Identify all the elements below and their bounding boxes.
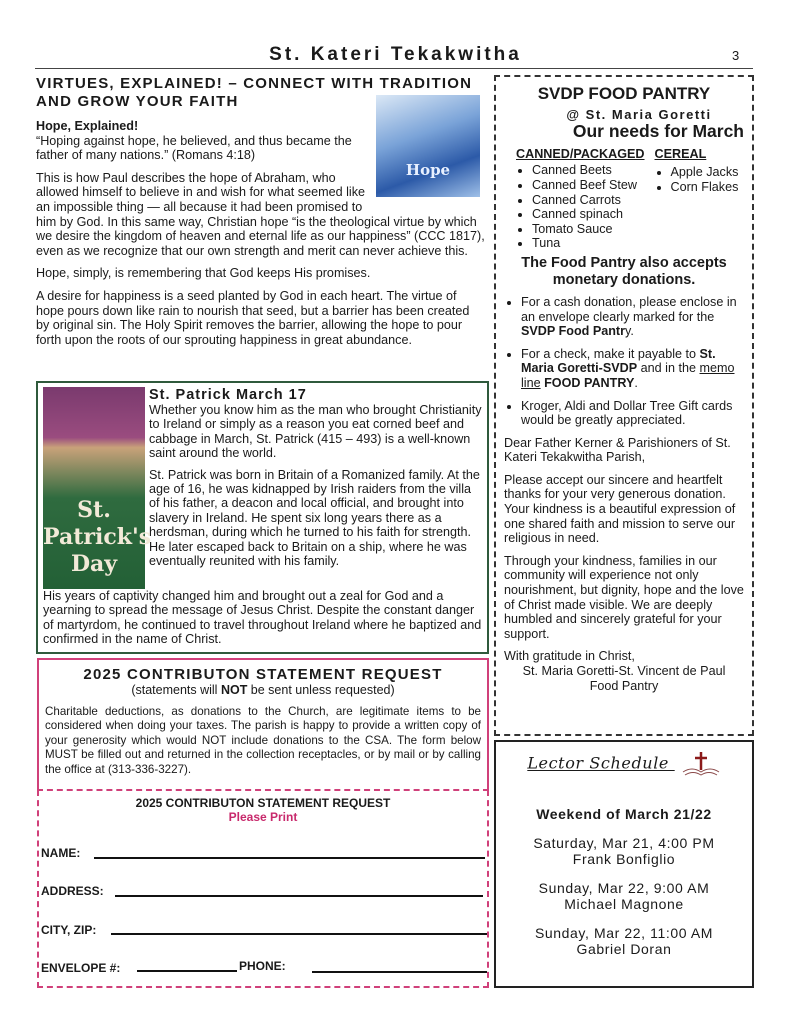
address-label: ADDRESS: [41,884,104,898]
lector-slot [496,925,752,957]
st-patrick-image [43,387,152,589]
st-patrick-image-label: St. Patrick's Day [43,497,152,577]
text: and in the [637,361,700,376]
cash-donation-item [521,295,744,339]
letter-signature: Food Pantry [589,678,659,693]
list-item: • Canned Beets [532,163,645,178]
contribution-note [45,683,481,697]
page-number: 3 [732,48,740,63]
note-text: be sent unless requested) [247,683,395,697]
letter-paragraph: Dear Father Kerner & Parishioners of St. Kateri Tekakwitha Parish, [504,435,731,465]
cereal-list [655,147,739,251]
cereal-header: CEREAL [654,146,707,161]
text: For a cash donation, please enclose in an envelope clearly marked for the [521,294,737,324]
lector-schedule-box [494,740,754,988]
contribution-title: 2025 CONTRIBUTON STATEMENT REQUEST [83,666,443,683]
contribution-form [37,790,489,988]
pantry-location: @ St. Maria Goretti [566,106,712,122]
note-text: (statements will [131,683,221,697]
virtues-title: VIRTUES, EXPLAINED! – CONNECT WITH TRADITION AND GROW YOUR FAITH [36,75,473,110]
list-item: • Canned spinach [532,207,645,222]
hope-image-label: Hope [405,161,451,179]
gift-card-item: • Kroger, Aldi and Dollar Tree Gift cards would be greatly appreciated. [521,399,744,428]
envelope-label: ENVELOPE #: [41,961,121,975]
list-item: • Tomato Sauce [532,222,645,237]
note-bold: NOT [220,683,248,697]
text: . [634,375,638,390]
hope-image [376,95,480,197]
lector-slot [496,880,752,912]
text-bold: SVDP Food Pantr [521,324,626,339]
contribution-body: Charitable deductions, as donations to the Church, are legitimate items to be considered when doing your taxes. The parish is happy to provide a written copy of your generosity which would NOT include donations to the CSA. The form below MUST be filled out and returned in the collection receptacles, or by mail or by calling the office at (313-336-3227). [45,705,481,776]
virtues-subtitle: Hope, Explained! [36,119,139,133]
letter-paragraph: Please accept our sincere and heartfelt thanks for your very generous donation. Your kindness is a beautiful expression of one shared faith and mission to serve our religious in need. [504,472,736,546]
city-zip-line[interactable] [111,933,487,935]
letter-signature: St. Maria Goretti-St. Vincent de Paul [522,664,726,678]
virtues-paragraph: A desire for happiness is a seed planted by God in each heart. The virtue of hope pours down like rain to nourish that seed, but a barrier has been created by original sin. The Holy Spirit removes the barrier, allowing the hope to pour forth upon the roots of our sprouting happiness in great abundance. [36,288,470,347]
form-title: 2025 CONTRIBUTON STATEMENT REQUEST [135,796,391,810]
phone-line[interactable] [312,971,487,973]
name-label: NAME: [41,846,81,860]
letter-paragraph: Through your kindness, families in our community will experience not only nourishment, but dignity, hope and the love of Christ made visible. We are deeply humbled and sincerely grateful for your support. [504,553,744,641]
st-patrick-box [36,381,489,654]
lector-weekend: Weekend of March 21/22 [536,806,712,822]
needs-title: Our needs for March [572,121,744,142]
letter-closing: With gratitude in Christ, [504,649,635,664]
header-divider [35,68,753,69]
slot-time: Saturday, Mar 21, 4:00 PM [533,835,715,851]
list-item: • Tuna [532,236,645,251]
name-line[interactable] [94,857,485,859]
text: For a check, make it payable to [521,346,700,361]
text-underlined: memo line [521,361,735,390]
slot-reader: Gabriel Doran [576,941,672,957]
phone-label: PHONE: [239,959,286,973]
city-zip-label: CITY, ZIP: [41,923,97,937]
st-patrick-paragraph: Whether you know him as the man who brought Christianity to Ireland or simply as a reason you eat corned beef and cabbage in March, St. Patrick (415 – 493) is a well-known saint around the world. [149,403,482,461]
text-bold: FOOD PANTRY [544,375,635,390]
virtues-quote: “Hoping against hope, he believed, and thus became the father of many nations.” (Romans 4:18) [36,133,352,163]
contribution-notice [37,658,489,791]
bible-cross-icon [681,750,721,778]
canned-list [516,147,645,251]
slot-time: Sunday, Mar 22, 9:00 AM [538,880,710,896]
lector-slot [496,835,752,867]
please-print: Please Print [228,810,298,824]
pantry-title: SVDP FOOD PANTRY [537,84,711,103]
virtues-paragraph: Hope, simply, is remembering that God keeps His promises. [36,266,371,281]
virtues-paragraph: This is how Paul describes the hope of Abraham, who allowed himself to believe in and wish for what seemed like an impossible thing — all because it had been promised to him by God. In this same way, Christian hope “is the theological virtue by which we desire the kingdom of heaven and eternal life as our happiness” (CCC 1817), even as we recognize that our own strength and merit can never achieve this. [36,170,485,258]
list-item: • Canned Carrots [532,193,645,208]
lector-title [496,750,752,778]
st-patrick-paragraph: His years of captivity changed him and brought out a zeal for God and a yearning to spread the message of Jesus Christ. Despite the constant danger of martyrdom, he continued to travel throughout Ireland where he baptized and confirmed in the name of Christ. [43,589,482,647]
text-bold: St. Maria Goretti-SVDP [521,346,716,376]
slot-reader: Michael Magnone [564,896,684,912]
check-donation-item [521,347,744,391]
slot-time: Sunday, Mar 22, 11:00 AM [534,925,714,941]
list-item: • Canned Beef Stew [532,178,645,193]
slot-reader: Frank Bonfiglio [572,851,676,867]
address-line[interactable] [115,895,483,897]
list-item: • Corn Flakes [671,180,739,195]
envelope-line[interactable] [137,970,237,972]
canned-header: CANNED/PACKAGED [516,146,645,161]
virtues-article [36,75,486,355]
monetary-donations-heading: The Food Pantry also accepts monetary donations. [521,254,727,288]
st-patrick-paragraph: St. Patrick was born in Britain of a Romanized family. At the age of 16, he was kidnapped by Irish raiders from the villa of his father, a deacon and local official, and brought into slavery in Ireland. He spent six long years there as a herdsman, during which he turned to his faith for strength. He later escaped back to Britain on a ship, where he was eventually reunited with his family. [149,467,480,569]
lector-title-text: Lector Schedule [527,753,669,773]
food-pantry-box [494,75,754,736]
list-item: • Apple Jacks [671,165,739,180]
newsletter-title: St. Kateri Tekakwitha [269,44,522,65]
st-patrick-title: St. Patrick March 17 [149,387,307,403]
text: y. [625,324,634,339]
